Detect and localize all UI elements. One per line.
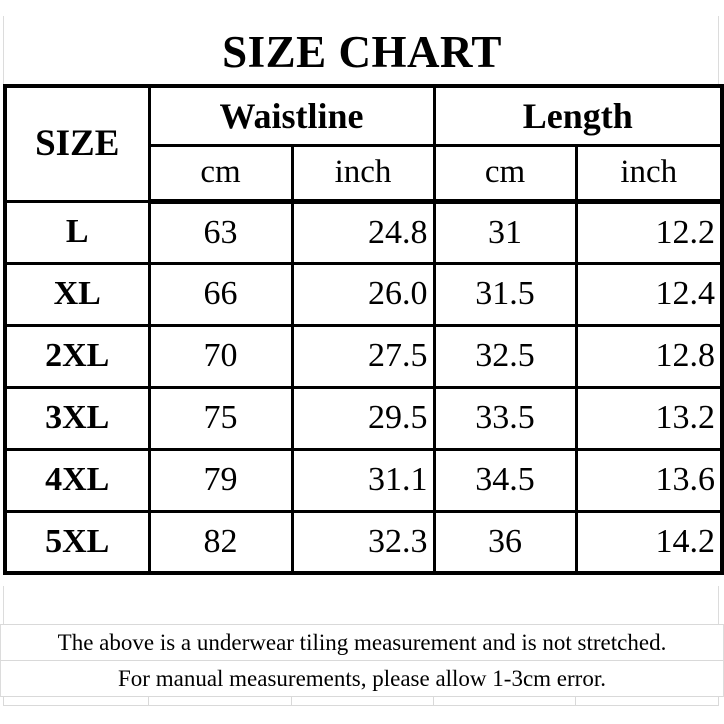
length-inch-cell: 14.2 [576,511,722,573]
waist-inch-cell: 24.8 [292,201,434,263]
size-column-header: SIZE [5,86,149,201]
length-cm-cell: 34.5 [434,449,576,511]
table-row-5xl [5,511,722,573]
size-chart-table [3,84,724,575]
length-group-header: Length [434,86,722,145]
length-inch-header: inch [576,145,722,201]
length-inch-cell: 13.2 [576,387,722,449]
length-inch-cell: 12.8 [576,325,722,387]
bottom-gridline-stub [3,697,719,706]
table-row-l [5,201,722,263]
length-cm-cell: 33.5 [434,387,576,449]
gridline [291,697,292,705]
waist-inch-cell: 27.5 [292,325,434,387]
size-cell: 5XL [5,511,149,573]
empty-spreadsheet-row [3,586,719,624]
size-cell: XL [5,263,149,325]
gridline [433,697,434,705]
waist-cm-cell: 75 [149,387,292,449]
waist-inch-cell: 29.5 [292,387,434,449]
header-group-row [5,86,722,145]
length-cm-cell: 31 [434,201,576,263]
table-row-3xl [5,387,722,449]
gridline [148,697,149,705]
waist-cm-cell: 63 [149,201,292,263]
length-cm-cell: 36 [434,511,576,573]
waist-cm-cell: 82 [149,511,292,573]
length-inch-cell: 13.6 [576,449,722,511]
table-row-xl [5,263,722,325]
size-cell: L [5,201,149,263]
size-cell: 2XL [5,325,149,387]
waist-inch-cell: 26.0 [292,263,434,325]
length-inch-cell: 12.4 [576,263,722,325]
size-cell: 3XL [5,387,149,449]
page-title: SIZE CHART [222,27,502,77]
note-error-allowance: For manual measurements, please allow 1-3cm error. [0,660,724,697]
length-cm-cell: 31.5 [434,263,576,325]
table-row-2xl [5,325,722,387]
waist-inch-header: inch [292,145,434,201]
waist-inch-cell: 32.3 [292,511,434,573]
table-row-4xl [5,449,722,511]
waistline-group-header: Waistline [149,86,434,145]
waist-cm-cell: 70 [149,325,292,387]
length-inch-cell: 12.2 [576,201,722,263]
waist-inch-cell: 31.1 [292,449,434,511]
length-cm-header: cm [434,145,576,201]
length-cm-cell: 32.5 [434,325,576,387]
waist-cm-cell: 66 [149,263,292,325]
note-measurement: The above is a underwear tiling measurement and is not stretched. [0,624,724,660]
waist-cm-header: cm [149,145,292,201]
waist-cm-cell: 79 [149,449,292,511]
size-cell: 4XL [5,449,149,511]
gridline [575,697,576,705]
